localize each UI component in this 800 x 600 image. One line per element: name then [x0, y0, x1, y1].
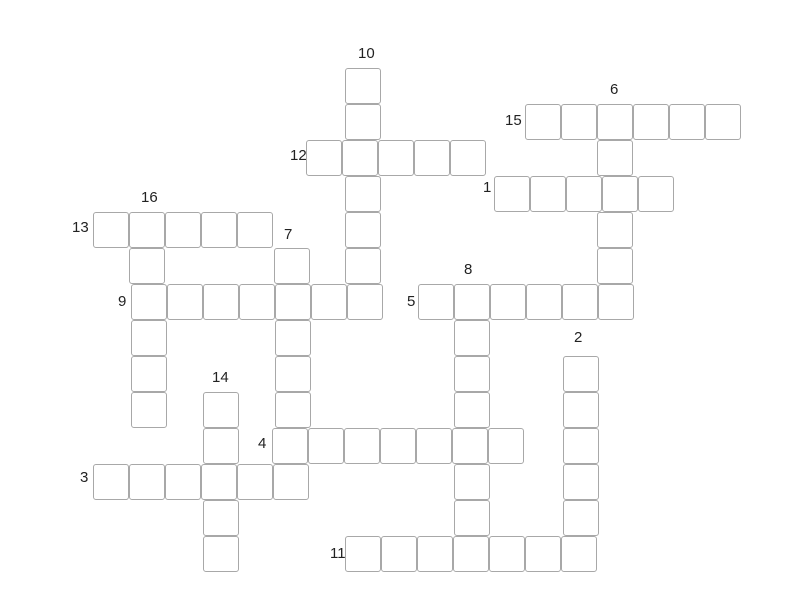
crossword-cell[interactable]: [380, 428, 416, 464]
clue-number: 4: [258, 435, 267, 452]
crossword-cell[interactable]: [345, 176, 381, 212]
crossword-cell[interactable]: [342, 140, 378, 176]
crossword-cell[interactable]: [454, 464, 490, 500]
crossword-cell[interactable]: [454, 500, 490, 536]
crossword-cell[interactable]: [165, 464, 201, 500]
crossword-cell[interactable]: [450, 140, 486, 176]
crossword-cell[interactable]: [381, 536, 417, 572]
crossword-cell[interactable]: [344, 428, 380, 464]
crossword-cell[interactable]: [131, 320, 167, 356]
crossword-cell[interactable]: [203, 428, 239, 464]
clue-number: 3: [80, 469, 89, 486]
crossword-cell[interactable]: [131, 356, 167, 392]
crossword-cell[interactable]: [378, 140, 414, 176]
crossword-cell[interactable]: [274, 248, 310, 284]
crossword-cell[interactable]: [275, 356, 311, 392]
crossword-cell[interactable]: [563, 428, 599, 464]
crossword-cell[interactable]: [454, 392, 490, 428]
crossword-cell[interactable]: [563, 392, 599, 428]
crossword-cell[interactable]: [454, 284, 490, 320]
crossword-cell[interactable]: [490, 284, 526, 320]
crossword-cell[interactable]: [638, 176, 674, 212]
crossword-cell[interactable]: [598, 284, 634, 320]
clue-number: 14: [212, 369, 229, 386]
crossword-cell[interactable]: [530, 176, 566, 212]
crossword-cell[interactable]: [131, 284, 167, 320]
crossword-cell[interactable]: [131, 392, 167, 428]
crossword-cell[interactable]: [275, 392, 311, 428]
crossword-cell[interactable]: [345, 68, 381, 104]
crossword-cell[interactable]: [454, 356, 490, 392]
crossword-cell[interactable]: [165, 212, 201, 248]
crossword-cell[interactable]: [275, 284, 311, 320]
crossword-cell[interactable]: [454, 320, 490, 356]
crossword-cell[interactable]: [418, 284, 454, 320]
crossword-cell[interactable]: [345, 248, 381, 284]
crossword-cell[interactable]: [239, 284, 275, 320]
crossword-cell[interactable]: [275, 320, 311, 356]
crossword-cell[interactable]: [272, 428, 308, 464]
clue-number: 12: [290, 147, 307, 164]
crossword-cell[interactable]: [345, 212, 381, 248]
crossword-cell[interactable]: [526, 284, 562, 320]
crossword-cell[interactable]: [562, 284, 598, 320]
crossword-cell[interactable]: [273, 464, 309, 500]
crossword-cell[interactable]: [561, 536, 597, 572]
crossword-cell[interactable]: [129, 212, 165, 248]
crossword-cell[interactable]: [93, 464, 129, 500]
crossword-cell[interactable]: [633, 104, 669, 140]
clue-number: 1: [483, 179, 492, 196]
crossword-cell[interactable]: [453, 536, 489, 572]
crossword-cell[interactable]: [597, 104, 633, 140]
clue-number: 7: [284, 226, 293, 243]
crossword-cell[interactable]: [417, 536, 453, 572]
crossword-cell[interactable]: [563, 464, 599, 500]
clue-number: 9: [118, 293, 127, 310]
crossword-cell[interactable]: [203, 536, 239, 572]
crossword-cell[interactable]: [602, 176, 638, 212]
crossword-cell[interactable]: [563, 500, 599, 536]
crossword-cell[interactable]: [597, 248, 633, 284]
clue-number: 5: [407, 293, 416, 310]
crossword-cell[interactable]: [669, 104, 705, 140]
crossword-cell[interactable]: [345, 104, 381, 140]
crossword-cell[interactable]: [566, 176, 602, 212]
crossword-cell[interactable]: [93, 212, 129, 248]
clue-number: 15: [505, 112, 522, 129]
clue-number: 11: [330, 545, 346, 562]
crossword-cell[interactable]: [203, 392, 239, 428]
crossword-cell[interactable]: [129, 464, 165, 500]
crossword-cell[interactable]: [452, 428, 488, 464]
crossword-cell[interactable]: [488, 428, 524, 464]
crossword-cell[interactable]: [201, 464, 237, 500]
clue-number: 2: [574, 329, 583, 346]
crossword-cell[interactable]: [494, 176, 530, 212]
crossword-cell[interactable]: [597, 140, 633, 176]
clue-number: 6: [610, 81, 619, 98]
crossword-cell[interactable]: [237, 212, 273, 248]
clue-number: 13: [72, 219, 89, 236]
crossword-cell[interactable]: [203, 284, 239, 320]
clue-number: 8: [464, 261, 473, 278]
crossword-cell[interactable]: [203, 500, 239, 536]
crossword-cell[interactable]: [347, 284, 383, 320]
crossword-cell[interactable]: [414, 140, 450, 176]
crossword-cell[interactable]: [308, 428, 344, 464]
crossword-cell[interactable]: [306, 140, 342, 176]
crossword-cell[interactable]: [563, 356, 599, 392]
crossword-cell[interactable]: [525, 104, 561, 140]
clue-number: 10: [358, 45, 375, 62]
crossword-cell[interactable]: [705, 104, 741, 140]
crossword-cell[interactable]: [167, 284, 203, 320]
crossword-cell[interactable]: [237, 464, 273, 500]
crossword-cell[interactable]: [416, 428, 452, 464]
crossword-cell[interactable]: [597, 212, 633, 248]
crossword-cell[interactable]: [489, 536, 525, 572]
crossword-cell[interactable]: [561, 104, 597, 140]
crossword-cell[interactable]: [201, 212, 237, 248]
crossword-cell[interactable]: [311, 284, 347, 320]
crossword-cell[interactable]: [129, 248, 165, 284]
clue-number: 16: [141, 189, 158, 206]
crossword-cell[interactable]: [525, 536, 561, 572]
crossword-cell[interactable]: [345, 536, 381, 572]
